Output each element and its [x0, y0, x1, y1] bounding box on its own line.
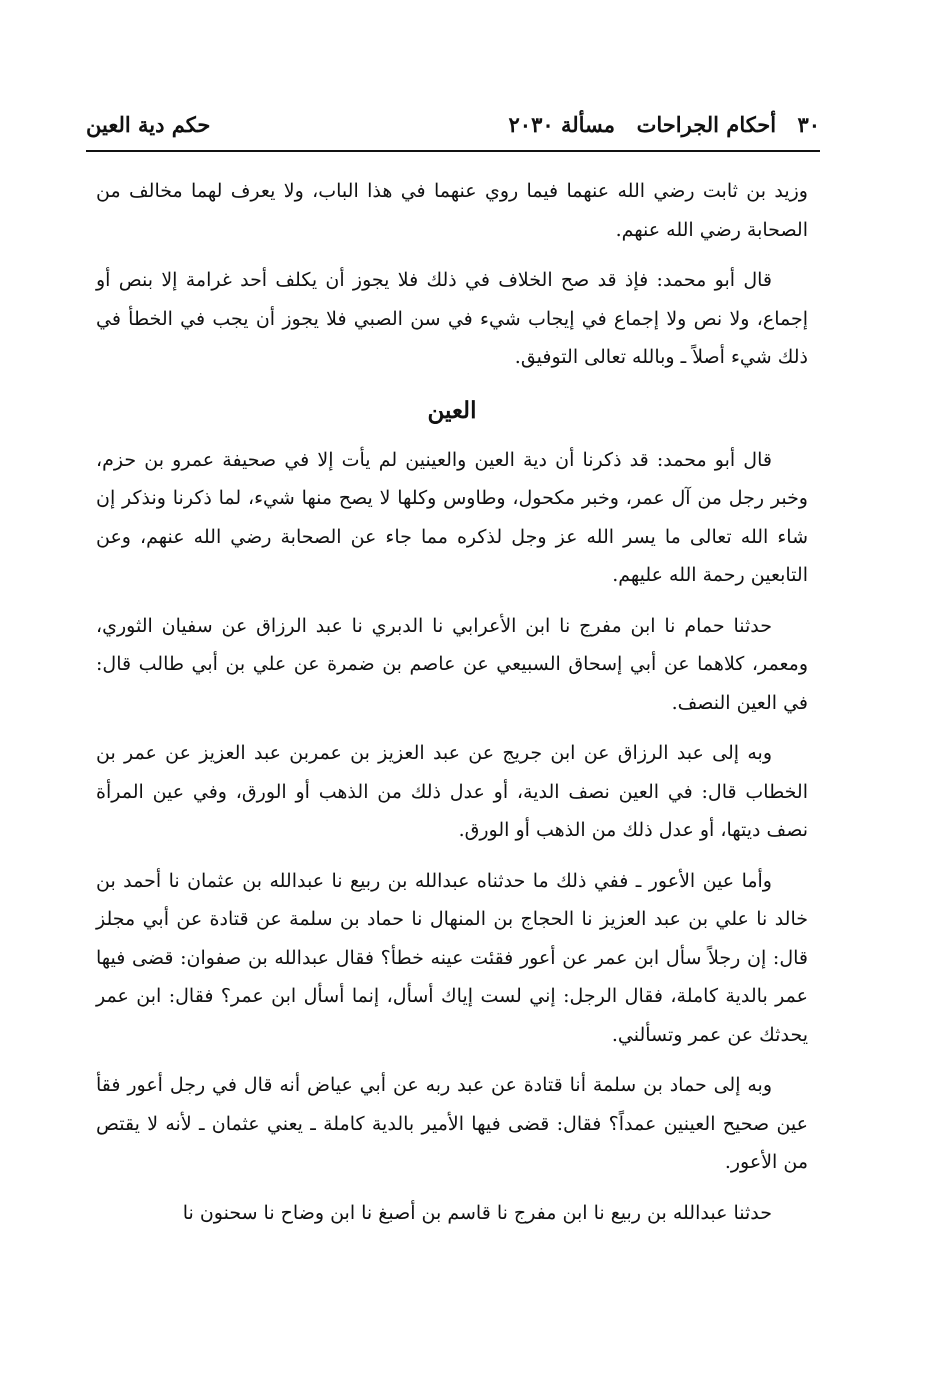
book-title: أحكام الجراحات [636, 112, 777, 137]
page-body [96, 172, 808, 1244]
paragraph-4: حدثنا حمام نا ابن مفرج نا ابن الأعرابي نا الدبري نا عبد الرزاق عن سفيان الثوري، ومعمر، كلاهما عن أبي إسحاق السبيعي عن عاصم بن ضمرة عن علي بن أبي طالب قال: في العين النصف. [96, 614, 808, 714]
section-heading: العين [427, 396, 477, 424]
paragraph-5: وبه إلى عبد الرزاق عن ابن جريج عن عبد العزيز بن عمربن عبد العزيز عن عمر بن الخطاب قال: في العين نصف الدية، أو عدل ذلك من الذهب أو الورق، وفي عين المرأة نصف ديتها، أو عدل ذلك من الذهب أو الورق. [96, 742, 808, 841]
running-header [86, 106, 820, 150]
page-number-and-book-title [637, 112, 820, 137]
paragraph-6: وأما عين الأعور ـ ففي ذلك ما حدثناه عبدالله بن ربيع نا عبدالله بن عثمان نا أحمد بن خالد نا علي بن عبد العزيز نا الحجاج بن المنهال نا حماد بن سلمة عن قتادة عن أبي مجلز قال: إن رجلاً سأل ابن عمر عن أعور فقئت عينه خطأ؟ فقال عبدالله بن صفوان: قضى فيها عمر بالدية كاملة، فقال الرجل: إني لست إياك أسأل، إنما أسأل ابن عمر؟ فقال: ابن عمر يحدثك عن عمر وتسألني. [96, 869, 808, 1046]
paragraph-2: قال أبو محمد: فإذ قد صح الخلاف في ذلك فلا يجوز أن يكلف أحد غرامة إلا بنص أو إجماع، ولا نص ولا إجماع في إيجاب شيء في سن الصبي فلا يجوز أن يجب في الخطأ في ذلك شيء أصلاً ـ وبالله تعالى التوفيق. [96, 269, 808, 368]
paragraph-1: وزيد بن ثابت رضي الله عنهما فيما روي عنهما في هذا الباب، ولا يعرف لهما مخالف من الصحابة رضي الله عنهم. [96, 180, 808, 241]
chapter-title: حكم دية العين [86, 112, 211, 137]
paragraph-3: قال أبو محمد: قد ذكرنا أن دية العين والعينين لم يأت إلا في صحيفة عمرو بن حزم، وخبر رجل من آل عمر، وخبر مكحول، وطاوس وكلها لا يصح منها شيء، لما ذكرنا ونذكر إن شاء الله تعالى ما يسر الله عز وجل لذكره مما جاء عن الصحابة رضي الله عنهم، وعن التابعين رحمة الله عليهم. [96, 448, 808, 586]
paragraph-7: وبه إلى حماد بن سلمة أنا قتادة عن عبد ربه عن أبي عياض أنه قال في رجل أعور فقأ عين صحيح العينين عمداً؟ فقال: قضى فيها الأمير بالدية كاملة ـ يعني عثمان ـ لأنه لا يقتص من الأعور. [96, 1074, 808, 1173]
page-number: ٣٠ [797, 112, 820, 137]
header-rule [86, 150, 820, 152]
issue-number: مسألة ٢٠٣٠ [508, 112, 615, 137]
paragraph-8: حدثنا عبدالله بن ربيع نا ابن مفرج نا قاسم بن أصبغ نا ابن وضاح نا سحنون نا [182, 1201, 772, 1224]
